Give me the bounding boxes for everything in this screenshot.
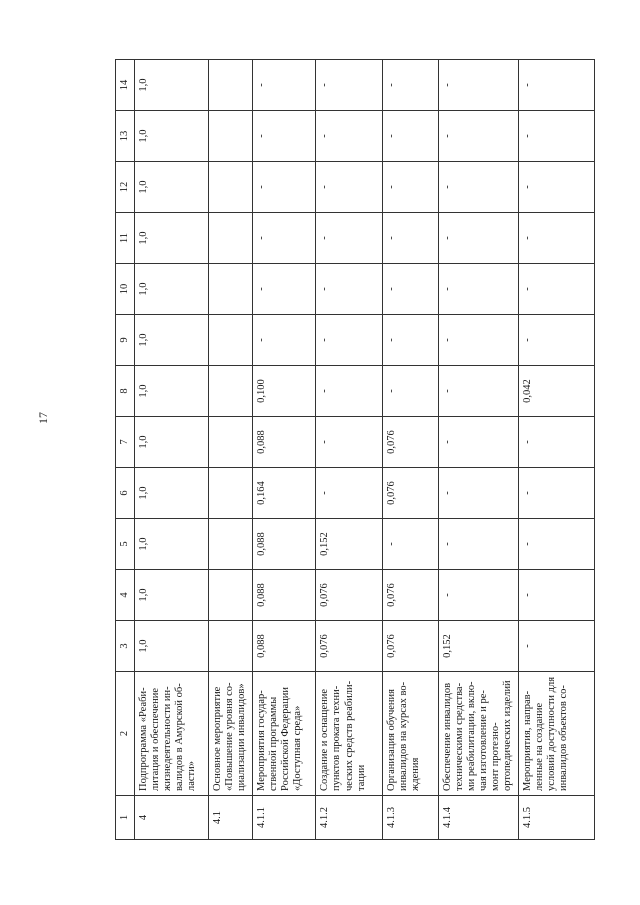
row-description: Мероприятия государ- ственной программы Российской Федерации «Доступная среда» bbox=[253, 672, 316, 796]
row-description: Подпрограмма «Реаби- литация и обеспечение жизнедеятельности ин- валидов в Амурской об- ласти» bbox=[135, 672, 209, 796]
value-cell bbox=[316, 60, 382, 111]
col-header: 12 bbox=[116, 162, 135, 213]
value-text: - bbox=[319, 185, 331, 189]
value-cell bbox=[438, 621, 518, 672]
value-text: 0,076 bbox=[319, 634, 331, 658]
value-text: 0,100 bbox=[256, 379, 268, 403]
value-text: 1,0 bbox=[138, 639, 149, 653]
col-header: 7 bbox=[116, 417, 135, 468]
row-description: Обеспечение инвалидов техническими средства- ми реабилитации, вклю- чая изготовление и ре- монт протезно- ортопедических изделий bbox=[438, 672, 518, 796]
col-header: 11 bbox=[116, 213, 135, 264]
value-text: 0,076 bbox=[385, 430, 397, 454]
value-cell bbox=[438, 60, 518, 111]
col-header: 6 bbox=[116, 468, 135, 519]
value-text: - bbox=[441, 389, 453, 393]
value-text: - bbox=[441, 287, 453, 291]
value-cell bbox=[518, 468, 594, 519]
value-text: - bbox=[319, 389, 331, 393]
value-text: 0,088 bbox=[256, 634, 268, 658]
table-row bbox=[135, 60, 209, 840]
value-text: - bbox=[521, 83, 533, 87]
value-text: - bbox=[521, 236, 533, 240]
row-number: 4.1 bbox=[209, 796, 253, 840]
value-cell bbox=[438, 519, 518, 570]
value-cell bbox=[253, 315, 316, 366]
value-cell bbox=[135, 213, 209, 264]
value-cell bbox=[382, 60, 438, 111]
table-row bbox=[382, 60, 438, 840]
value-cell bbox=[209, 468, 253, 519]
value-text: - bbox=[385, 287, 397, 291]
value-text: - bbox=[385, 389, 397, 393]
value-cell bbox=[518, 570, 594, 621]
value-text: - bbox=[521, 491, 533, 495]
value-text: - bbox=[385, 185, 397, 189]
value-text: 1,0 bbox=[138, 78, 149, 92]
value-text: - bbox=[441, 542, 453, 546]
value-text: - bbox=[319, 287, 331, 291]
value-cell bbox=[253, 162, 316, 213]
value-cell bbox=[382, 366, 438, 417]
value-text: - bbox=[319, 338, 331, 342]
value-text: - bbox=[441, 83, 453, 87]
value-cell bbox=[438, 264, 518, 315]
value-cell bbox=[316, 417, 382, 468]
table-row bbox=[253, 60, 316, 840]
value-cell bbox=[518, 621, 594, 672]
value-cell bbox=[135, 468, 209, 519]
value-cell bbox=[518, 519, 594, 570]
col-header: 2 bbox=[116, 672, 135, 796]
data-table bbox=[115, 59, 595, 840]
value-text: - bbox=[441, 134, 453, 138]
value-cell bbox=[209, 162, 253, 213]
value-cell bbox=[253, 519, 316, 570]
value-cell bbox=[316, 315, 382, 366]
value-text: 1,0 bbox=[138, 384, 149, 398]
table-row bbox=[438, 60, 518, 840]
value-text: 1,0 bbox=[138, 435, 149, 449]
value-cell bbox=[253, 570, 316, 621]
value-cell bbox=[209, 417, 253, 468]
value-text: - bbox=[521, 134, 533, 138]
value-cell bbox=[253, 366, 316, 417]
value-cell bbox=[438, 417, 518, 468]
value-cell bbox=[518, 417, 594, 468]
value-text: - bbox=[256, 185, 268, 189]
value-text: 0,076 bbox=[385, 583, 397, 607]
value-text: 1,0 bbox=[138, 129, 149, 143]
value-cell bbox=[209, 60, 253, 111]
row-number: 4.1.2 bbox=[316, 796, 382, 840]
value-text: 0,152 bbox=[319, 532, 331, 556]
value-text: - bbox=[521, 338, 533, 342]
page-number: 17 bbox=[36, 412, 50, 424]
col-header: 4 bbox=[116, 570, 135, 621]
value-text: - bbox=[441, 338, 453, 342]
value-cell bbox=[382, 162, 438, 213]
value-cell bbox=[316, 162, 382, 213]
value-cell bbox=[135, 570, 209, 621]
value-text: 0,088 bbox=[256, 532, 268, 556]
value-text: 0,076 bbox=[385, 634, 397, 658]
value-text: - bbox=[385, 236, 397, 240]
value-cell bbox=[253, 264, 316, 315]
value-cell bbox=[518, 264, 594, 315]
value-cell bbox=[438, 570, 518, 621]
value-text: - bbox=[319, 491, 331, 495]
row-number: 4.1.5 bbox=[518, 796, 594, 840]
value-text: 1,0 bbox=[138, 282, 149, 296]
table-row bbox=[316, 60, 382, 840]
value-cell bbox=[135, 519, 209, 570]
value-cell bbox=[316, 519, 382, 570]
value-cell bbox=[135, 264, 209, 315]
value-cell bbox=[316, 621, 382, 672]
value-cell bbox=[518, 315, 594, 366]
value-text: 0,152 bbox=[441, 634, 453, 658]
value-text: - bbox=[256, 287, 268, 291]
value-text: 0,042 bbox=[521, 379, 533, 403]
value-text: - bbox=[521, 440, 533, 444]
value-cell bbox=[135, 162, 209, 213]
value-cell bbox=[438, 111, 518, 162]
value-cell bbox=[438, 315, 518, 366]
row-description: Создание и оснащение пунктов проката техни- ческих средств реабили- тации bbox=[316, 672, 382, 796]
value-text: 0,076 bbox=[319, 583, 331, 607]
value-text: - bbox=[319, 236, 331, 240]
value-text: - bbox=[521, 287, 533, 291]
value-cell bbox=[518, 111, 594, 162]
value-cell bbox=[382, 621, 438, 672]
row-description: Организация обучения инвалидов на курсах во- ждения bbox=[382, 672, 438, 796]
table-row bbox=[518, 60, 594, 840]
value-text: 0,164 bbox=[256, 481, 268, 505]
value-text: - bbox=[256, 338, 268, 342]
value-text: - bbox=[521, 593, 533, 597]
value-cell bbox=[209, 315, 253, 366]
value-cell bbox=[382, 111, 438, 162]
value-text: 1,0 bbox=[138, 588, 149, 602]
value-cell bbox=[209, 111, 253, 162]
value-cell bbox=[135, 366, 209, 417]
value-text: - bbox=[385, 134, 397, 138]
value-text: 1,0 bbox=[138, 537, 149, 551]
col-header: 8 bbox=[116, 366, 135, 417]
rotated-table-container bbox=[115, 60, 595, 840]
value-cell bbox=[209, 570, 253, 621]
value-text: 0,076 bbox=[385, 481, 397, 505]
value-cell bbox=[253, 111, 316, 162]
col-header: 10 bbox=[116, 264, 135, 315]
value-cell bbox=[253, 468, 316, 519]
value-cell bbox=[382, 417, 438, 468]
value-text: 0,088 bbox=[256, 583, 268, 607]
col-header: 9 bbox=[116, 315, 135, 366]
value-text: - bbox=[319, 440, 331, 444]
value-cell bbox=[316, 366, 382, 417]
value-text: - bbox=[256, 236, 268, 240]
value-cell bbox=[382, 213, 438, 264]
value-text: - bbox=[319, 134, 331, 138]
value-cell bbox=[438, 366, 518, 417]
value-cell bbox=[253, 213, 316, 264]
value-cell bbox=[253, 60, 316, 111]
value-text: - bbox=[385, 542, 397, 546]
value-cell bbox=[135, 621, 209, 672]
value-cell bbox=[382, 315, 438, 366]
row-number: 4 bbox=[135, 796, 209, 840]
value-cell bbox=[209, 213, 253, 264]
row-number: 4.1.4 bbox=[438, 796, 518, 840]
value-cell bbox=[135, 60, 209, 111]
value-cell bbox=[316, 570, 382, 621]
value-cell bbox=[209, 519, 253, 570]
value-text: - bbox=[319, 83, 331, 87]
value-text: - bbox=[521, 542, 533, 546]
col-header: 3 bbox=[116, 621, 135, 672]
value-text: - bbox=[441, 491, 453, 495]
value-text: 0,088 bbox=[256, 430, 268, 454]
value-cell bbox=[209, 264, 253, 315]
value-cell bbox=[518, 366, 594, 417]
value-cell bbox=[209, 366, 253, 417]
value-text: 1,0 bbox=[138, 486, 149, 500]
value-text: - bbox=[385, 338, 397, 342]
row-description: Основное мероприятие «Повышение уровня со- циализации инвалидов» bbox=[209, 672, 253, 796]
value-cell bbox=[135, 315, 209, 366]
value-text: - bbox=[521, 185, 533, 189]
value-text: - bbox=[385, 83, 397, 87]
value-text: - bbox=[441, 236, 453, 240]
value-cell bbox=[438, 162, 518, 213]
value-text: 1,0 bbox=[138, 180, 149, 194]
row-number: 4.1.3 bbox=[382, 796, 438, 840]
header-row bbox=[116, 60, 135, 840]
value-cell bbox=[382, 519, 438, 570]
value-cell bbox=[438, 468, 518, 519]
value-cell bbox=[316, 264, 382, 315]
value-cell bbox=[382, 264, 438, 315]
col-header: 14 bbox=[116, 60, 135, 111]
value-cell bbox=[382, 570, 438, 621]
value-text: - bbox=[256, 83, 268, 87]
value-cell bbox=[518, 213, 594, 264]
table-row bbox=[209, 60, 253, 840]
value-cell bbox=[253, 417, 316, 468]
value-text: 1,0 bbox=[138, 333, 149, 347]
value-cell bbox=[438, 213, 518, 264]
value-cell bbox=[316, 213, 382, 264]
value-cell bbox=[518, 162, 594, 213]
row-description: Мероприятия, направ- ленные на создание условий доступности для инвалидов объектов со- bbox=[518, 672, 594, 796]
col-header: 1 bbox=[116, 796, 135, 840]
value-text: - bbox=[256, 134, 268, 138]
value-cell bbox=[518, 60, 594, 111]
value-text: - bbox=[441, 185, 453, 189]
value-text: - bbox=[441, 593, 453, 597]
value-cell bbox=[316, 468, 382, 519]
col-header: 13 bbox=[116, 111, 135, 162]
col-header: 5 bbox=[116, 519, 135, 570]
value-text: 1,0 bbox=[138, 231, 149, 245]
value-text: - bbox=[441, 440, 453, 444]
value-cell bbox=[209, 621, 253, 672]
value-cell bbox=[135, 417, 209, 468]
value-cell bbox=[135, 111, 209, 162]
value-cell bbox=[316, 111, 382, 162]
value-cell bbox=[382, 468, 438, 519]
row-number: 4.1.1 bbox=[253, 796, 316, 840]
value-text: - bbox=[521, 644, 533, 648]
value-cell bbox=[253, 621, 316, 672]
